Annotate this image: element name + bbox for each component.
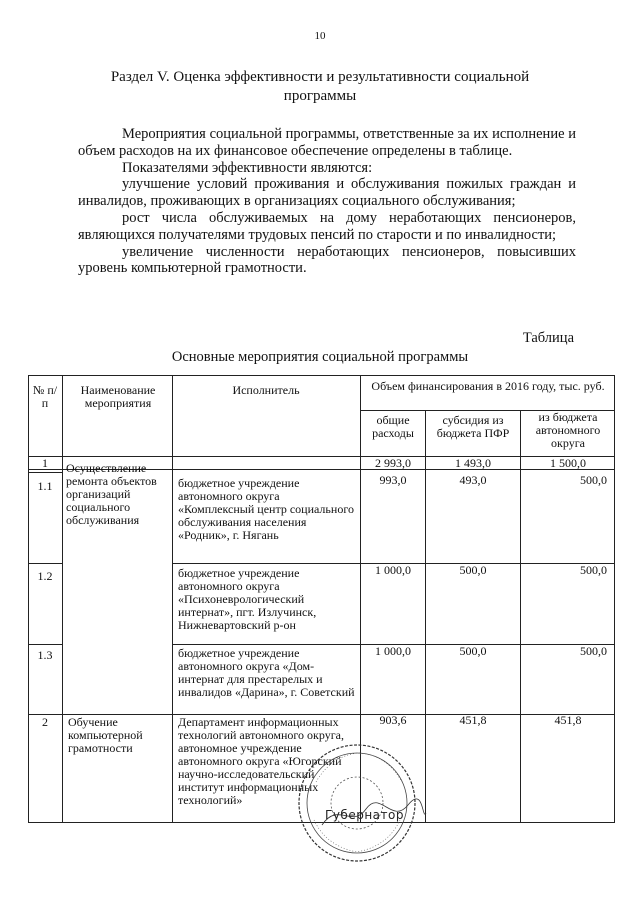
row-12-budget: 500,0 bbox=[580, 563, 607, 577]
row-11-executor: бюджетное учреждение автономного округа «Комплексный центр социального обслуживания населения «Родник», г. Нягань bbox=[178, 476, 354, 542]
row-11-num: 1.1 bbox=[37, 479, 53, 493]
row-1-total: 2 993,0 bbox=[375, 456, 411, 470]
page-number: 10 bbox=[314, 30, 326, 42]
table-col-pfr-right bbox=[520, 410, 521, 823]
header-total: общие расходы bbox=[372, 413, 414, 440]
table-row-12-bottom-num bbox=[28, 644, 62, 645]
stamp-text: Губернатор bbox=[325, 808, 404, 822]
paragraph-intro: Мероприятия социальной программы, ответственные за их исполнение и объем расходов на их финансовое обеспечение определены в таблице. bbox=[78, 126, 576, 159]
row-13-total: 1 000,0 bbox=[375, 644, 411, 658]
paragraph-indicator-2: рост числа обслуживаемых на дому неработающих пенсионеров, являющихся получателями трудовых пенсий по старости и по инвалидности; bbox=[78, 209, 576, 243]
intro-text bbox=[78, 126, 576, 277]
row-2-total: 903,6 bbox=[379, 713, 407, 727]
table-col-total-right bbox=[425, 410, 426, 823]
header-pfr: субсидия из бюджета ПФР bbox=[436, 413, 510, 440]
header-name: Наименование мероприятия bbox=[80, 383, 156, 410]
row-13-executor: бюджетное учреждение автономного округа «Дом-интернат для престарелых и инвалидов «Дарина», г. Советский bbox=[178, 646, 355, 699]
section-title-line1: Раздел V. Оценка эффективности и результативности социальной bbox=[110, 69, 530, 85]
row-2-pfr: 451,8 bbox=[459, 713, 487, 727]
header-num: № п/п bbox=[32, 383, 58, 410]
table-border-left bbox=[28, 375, 29, 823]
row-2-budget: 451,8 bbox=[554, 713, 582, 727]
row-13-num: 1.3 bbox=[37, 648, 53, 662]
row-2-name: Обучение компьютерной грамотности bbox=[68, 715, 143, 755]
table-border-right bbox=[614, 375, 615, 823]
row-11-budget: 500,0 bbox=[580, 473, 607, 487]
header-budget: из бюджета автономного округа bbox=[535, 410, 601, 450]
paragraph-indicator-3: увеличение численности неработающих пенсионеров, повысивших уровень компьютерной грамотности. bbox=[78, 243, 576, 277]
table-row-11-top-num bbox=[28, 472, 62, 473]
row-1-budget: 1 500,0 bbox=[550, 456, 586, 470]
table-title: Основные мероприятия социальной программы bbox=[171, 349, 469, 365]
row-1-num: 1 bbox=[42, 456, 48, 470]
row-2-num: 2 bbox=[42, 715, 48, 729]
row-12-num: 1.2 bbox=[37, 569, 53, 583]
row-2-executor: Департамент информационных технологий автономного округа, автономное учреждение автономного округа «Югорский научно-исследовательский институт информационных технологий» bbox=[178, 715, 344, 807]
row-13-pfr: 500,0 bbox=[459, 644, 487, 658]
paragraph-indicators: Показателями эффективности являются: bbox=[122, 159, 373, 176]
section-title-line2: программы bbox=[283, 88, 357, 104]
table-label: Таблица bbox=[522, 330, 574, 346]
header-executor: Исполнитель bbox=[232, 383, 300, 397]
table-col-name-right bbox=[172, 375, 173, 823]
table-col-num-right bbox=[62, 375, 63, 823]
row-12-total: 1 000,0 bbox=[375, 563, 411, 577]
row-13-budget: 500,0 bbox=[580, 644, 607, 658]
section-title bbox=[60, 68, 580, 106]
table-row-11-bottom-num bbox=[28, 563, 62, 564]
row-11-total: 993,0 bbox=[379, 473, 407, 487]
row-11-pfr: 493,0 bbox=[459, 473, 487, 487]
row-12-pfr: 500,0 bbox=[459, 563, 487, 577]
row-1-name: Осуществление ремонта объектов организаций социального обслуживания bbox=[66, 461, 157, 527]
header-funding: Объем финансирования в 2016 году, тыс. руб. bbox=[371, 379, 605, 393]
row-1-pfr: 1 493,0 bbox=[455, 456, 491, 470]
row-12-executor: бюджетное учреждение автономного округа «Психоневрологический интернат», пгт. Излучинск, Нижневартовский р-он bbox=[178, 566, 317, 632]
paragraph-indicator-1: улучшение условий проживания и обслуживания пожилых граждан и инвалидов, проживающих в организациях социального обслуживания; bbox=[78, 176, 576, 210]
table-border-top bbox=[28, 375, 614, 376]
